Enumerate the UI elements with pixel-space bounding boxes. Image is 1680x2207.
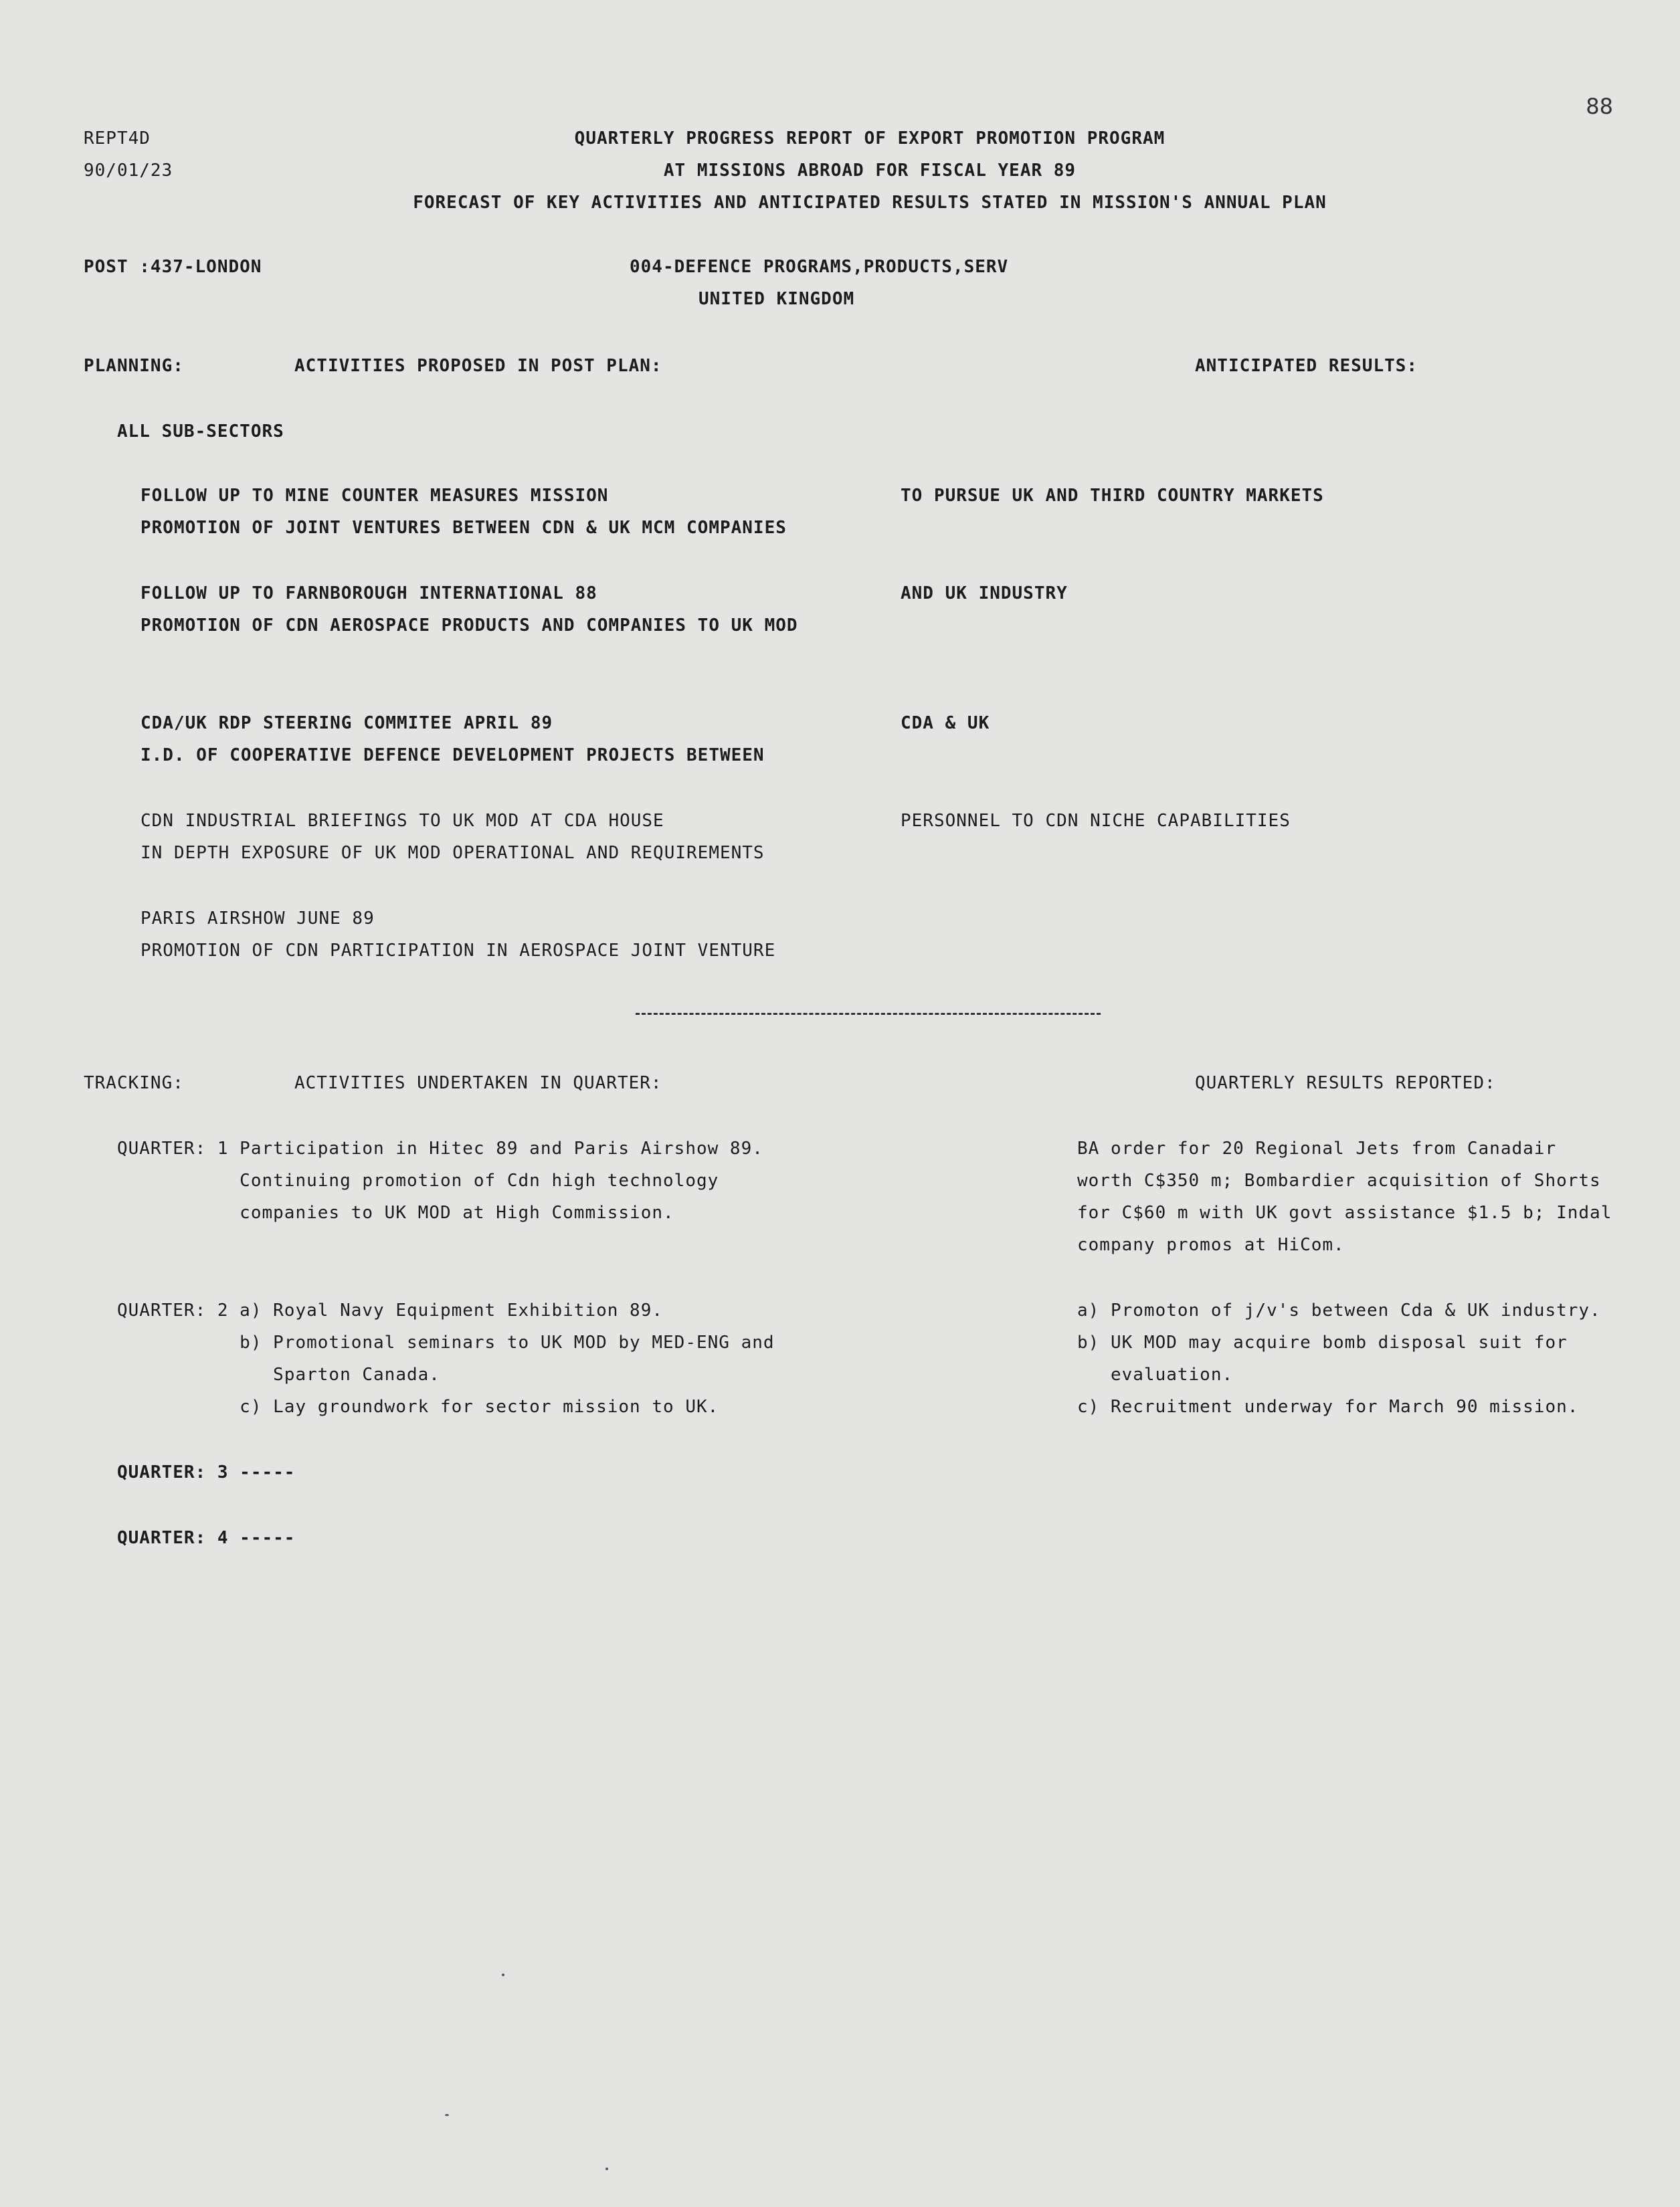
quarter-2-activity: c) Lay groundwork for sector mission to UK. (117, 1397, 719, 1417)
tracking-results-header: QUARTERLY RESULTS REPORTED: (1195, 1073, 1496, 1093)
quarter-1-activity: QUARTER: 1 Participation in Hitec 89 and Paris Airshow 89. (117, 1139, 763, 1159)
scan-speck (502, 1974, 504, 1976)
quarter-2-result: c) Recruitment underway for March 90 mission. (1077, 1397, 1579, 1417)
report-id: REPT4D (84, 128, 151, 149)
planned-activity-line: PARIS AIRSHOW JUNE 89 (141, 908, 375, 929)
quarter-3-activity: QUARTER: 3 ----- (117, 1462, 296, 1482)
quarter-2-activity: Sparton Canada. (117, 1365, 440, 1385)
report-date: 90/01/23 (84, 161, 173, 181)
quarter-2-activity: QUARTER: 2 a) Royal Navy Equipment Exhibition 89. (117, 1301, 664, 1321)
quarter-1-result: company promos at HiCom. (1077, 1235, 1345, 1255)
planned-activity-line: I.D. OF COOPERATIVE DEFENCE DEVELOPMENT PROJECTS BETWEEN (141, 745, 765, 765)
subsector-label: ALL SUB-SECTORS (117, 421, 284, 442)
tracking-label: TRACKING: (84, 1073, 184, 1093)
planning-activities-header: ACTIVITIES PROPOSED IN POST PLAN: (294, 356, 662, 376)
page-number: 88 (1586, 94, 1613, 119)
quarter-2-result: b) UK MOD may acquire bomb disposal suit for (1077, 1333, 1568, 1353)
quarter-2-result: a) Promoton of j/v's between Cda & UK industry. (1077, 1301, 1601, 1321)
anticipated-result: TO PURSUE UK AND THIRD COUNTRY MARKETS (901, 486, 1324, 506)
report-title-line2: AT MISSIONS ABROAD FOR FISCAL YEAR 89 (663, 161, 1077, 181)
scan-speck (605, 2168, 608, 2170)
post-label: POST :437-LONDON (84, 257, 262, 277)
anticipated-result: CDA & UK (901, 713, 990, 733)
section-divider (636, 1013, 1101, 1015)
quarter-2-activity: b) Promotional seminars to UK MOD by MED-ENG and (117, 1333, 775, 1353)
quarter-1-activity: Continuing promotion of Cdn high technology (117, 1171, 719, 1191)
tracking-activities-header: ACTIVITIES UNDERTAKEN IN QUARTER: (294, 1073, 662, 1093)
quarter-1-result: BA order for 20 Regional Jets from Canadair (1077, 1139, 1557, 1159)
planned-activity-line: CDN INDUSTRIAL BRIEFINGS TO UK MOD AT CDA HOUSE (141, 811, 664, 831)
planning-results-header: ANTICIPATED RESULTS: (1195, 356, 1418, 376)
planned-activity-line: IN DEPTH EXPOSURE OF UK MOD OPERATIONAL AND REQUIREMENTS (141, 843, 765, 863)
anticipated-result: PERSONNEL TO CDN NICHE CAPABILITIES (901, 811, 1291, 831)
planned-activity-line: PROMOTION OF CDN PARTICIPATION IN AEROSPACE JOINT VENTURE (141, 941, 776, 961)
country-label: UNITED KINGDOM (698, 289, 855, 309)
scan-speck (445, 2114, 449, 2116)
sector-label: 004-DEFENCE PROGRAMS,PRODUCTS,SERV (630, 257, 1009, 277)
planning-label: PLANNING: (84, 356, 184, 376)
planned-activity-line: FOLLOW UP TO MINE COUNTER MEASURES MISSION (141, 486, 609, 506)
quarter-1-activity: companies to UK MOD at High Commission. (117, 1203, 674, 1223)
planned-activity-line: PROMOTION OF JOINT VENTURES BETWEEN CDN & UK MCM COMPANIES (141, 518, 787, 538)
quarter-1-result: for C$60 m with UK govt assistance $1.5 b; Indal (1077, 1203, 1612, 1223)
anticipated-result: AND UK INDUSTRY (901, 583, 1068, 603)
planned-activity-line: PROMOTION OF CDN AEROSPACE PRODUCTS AND COMPANIES TO UK MOD (141, 615, 798, 636)
quarter-1-result: worth C$350 m; Bombardier acquisition of Shorts (1077, 1171, 1601, 1191)
planned-activity-line: FOLLOW UP TO FARNBOROUGH INTERNATIONAL 88 (141, 583, 597, 603)
report-title-line1: QUARTERLY PROGRESS REPORT OF EXPORT PROMOTION PROGRAM (574, 128, 1165, 149)
report-title-line3: FORECAST OF KEY ACTIVITIES AND ANTICIPATED RESULTS STATED IN MISSION'S ANNUAL PLAN (413, 193, 1327, 213)
planned-activity-line: CDA/UK RDP STEERING COMMITEE APRIL 89 (141, 713, 553, 733)
quarter-4-activity: QUARTER: 4 ----- (117, 1528, 296, 1548)
quarter-2-result: evaluation. (1077, 1365, 1234, 1385)
